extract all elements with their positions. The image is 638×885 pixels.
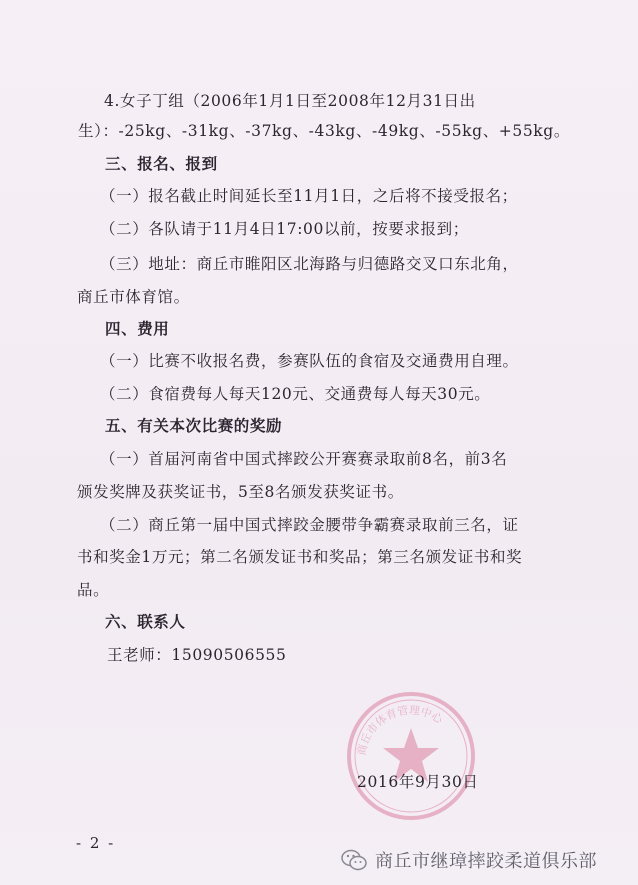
page-number: - 2 - [76, 834, 116, 852]
official-seal-icon [345, 690, 477, 822]
text-line-12: （一）首届河南省中国式摔跤公开赛赛录取前8名，前3名 [100, 450, 508, 468]
text-line-4: （一）报名截止时间延长至11月1日，之后将不接受报名； [100, 187, 518, 205]
text-line-9: （一）比赛不收报名费，参赛队伍的食宿及交通费用自理。 [100, 352, 519, 370]
text-line-15: 书和奖金1万元；第二名颁发证书和奖品；第三名颁发证书和奖 [77, 548, 523, 566]
text-line-7: 商丘市体育馆。 [77, 288, 190, 306]
text-line-1: 4.女子丁组（2006年1月1日至2008年12月31日出 [104, 92, 476, 110]
text-line-13: 颁发奖牌及获奖证书，5至8名颁发获奖证书。 [77, 483, 404, 501]
text-line-10: （二）食宿费每人每天120元、交通费每人每天30元。 [100, 385, 491, 403]
section-heading-fees: 四、费用 [105, 319, 170, 338]
watermark-text: 商丘市继璋摔跤柔道俱乐部 [375, 851, 597, 872]
svg-text:商丘市体育管理中心: 商丘市体育管理中心 [355, 703, 446, 757]
watermark-brand [341, 847, 597, 873]
text-line-14: （二）商丘第一届中国式摔跤金腰带争霸赛录取前三名，证 [100, 516, 519, 534]
section-heading-contact: 六、联系人 [105, 612, 186, 631]
text-line-6: （三）地址：商丘市睢阳区北海路与归德路交叉口东北角， [100, 255, 519, 273]
text-line-2: 生）：-25kg、-31kg、-37kg、-43kg、-49kg、-55kg、+55kg。 [78, 122, 570, 140]
section-heading-awards: 五、有关本次比赛的奖励 [105, 416, 283, 435]
text-line-5: （二）各队请于11月4日17:00以前，按要求报到； [100, 220, 469, 238]
section-heading-registration: 三、报名、报到 [105, 154, 218, 173]
document-date: 2016年9月30日 [357, 773, 479, 791]
wechat-icon [341, 849, 367, 871]
text-line-16: 品。 [77, 581, 110, 599]
contact-line: 王老师：15090506555 [107, 646, 287, 664]
